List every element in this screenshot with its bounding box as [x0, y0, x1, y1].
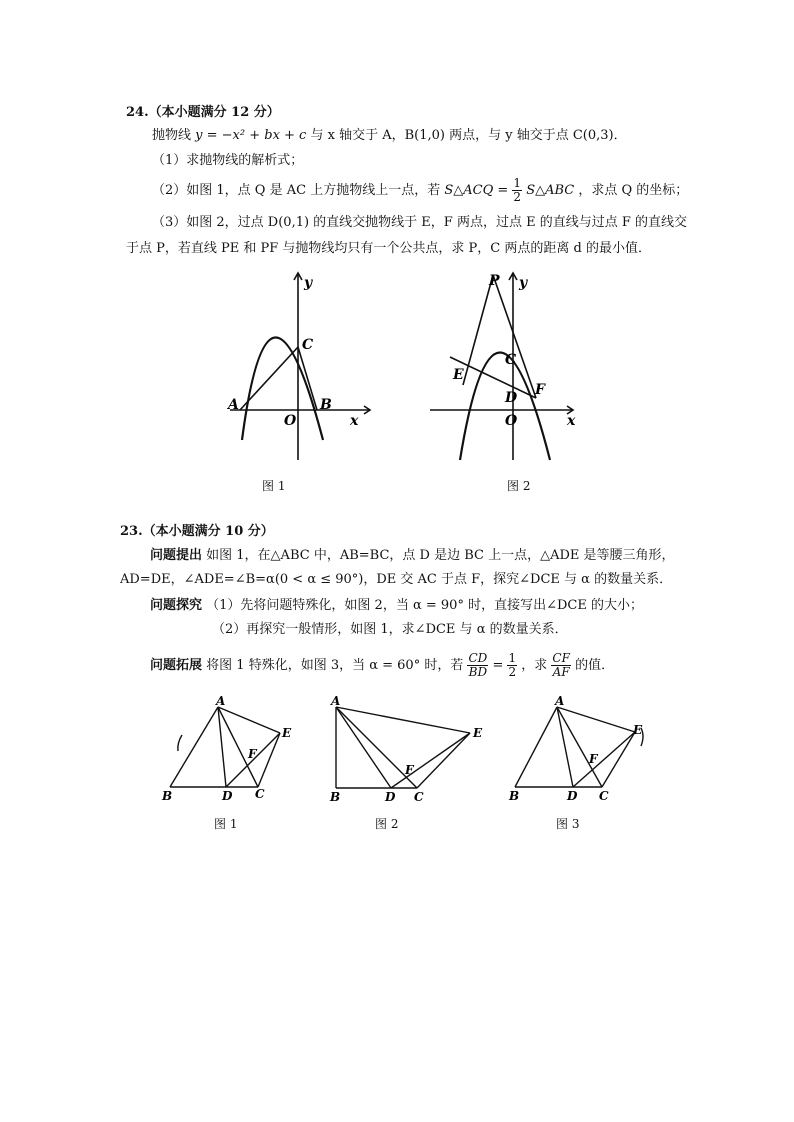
q23-fig3-ad — [557, 707, 573, 787]
q24-fig2-label-f: F — [535, 382, 545, 398]
q24-part2-fraction — [512, 177, 522, 204]
q24-fig2-label-x: x — [567, 413, 576, 429]
q23-frac2-num: 1 — [508, 651, 517, 665]
q23-fig1-ad — [218, 707, 226, 787]
q24-fig2-label-p: P — [489, 273, 500, 289]
q23-fig3-ce — [602, 732, 635, 787]
q23-fig1-ae — [218, 707, 280, 733]
q24-fig2-label-c: C — [505, 352, 517, 368]
q23-fig2-label-b: B — [330, 790, 341, 804]
q24-part2-a: （2）如图 1，点 Q 是 AC 上方抛物线上一点，若 — [152, 183, 441, 198]
q24-part2-lhs: S△ACQ = — [444, 183, 509, 198]
q24-fig2-label-d: D — [505, 390, 518, 406]
q23-equals: = — [492, 658, 504, 673]
q23-extend-label: 问题拓展 — [150, 658, 203, 673]
q23-problem-line2: AD=DE，∠ADE=∠B=α(0 < α ≤ 90°)，DE 交 AC 于点 F，探究∠DCE 与 α 的数量关系． — [120, 572, 673, 587]
q24-fig2-label-e: E — [453, 367, 464, 383]
q24-part1: （1）求抛物线的解析式； — [152, 153, 304, 168]
q23-fig1-label-c: C — [255, 787, 265, 801]
q23-frac1-num: CD — [468, 651, 488, 665]
q23-header: 23.（本小题满分 10 分） — [120, 524, 274, 539]
q23-extend-text-a: 将图 1 特殊化，如图 3，当 α = 60° 时，若 — [206, 658, 464, 673]
q24-figure-2 — [425, 265, 590, 465]
q24-stem-b: 与 x 轴交于 A，B(1,0) 两点，与 y 轴交于点 C(0,3)． — [310, 128, 627, 143]
q23-fig1-label-d: D — [222, 789, 233, 803]
q23-fig2-ad — [336, 707, 391, 788]
q24-fig1-segment-ac — [240, 347, 298, 410]
q23-figure-1-caption: 图 1 — [214, 817, 238, 831]
q24-header: 24.（本小题满分 12 分） — [126, 105, 280, 120]
q23-fig3-de — [573, 732, 635, 787]
q23-fig3-label-f: F — [589, 752, 598, 766]
q23-fig3-label-e: E — [633, 723, 643, 737]
q24-stem-eq: y = −x² + bx + c — [195, 128, 307, 143]
q23-fig2-label-d: D — [385, 790, 396, 804]
q24-fig2-line-pe — [463, 275, 493, 385]
q23-problem-text-a: 如图 1，在△ABC 中，AB=BC，点 D 是边 BC 上一点，△ADE 是等腰三角形， — [206, 548, 675, 563]
q24-fig1-label-x: x — [350, 413, 359, 429]
q24-fig2-line-pf — [493, 275, 536, 398]
q23-fig1-pencil-mark — [178, 735, 182, 751]
q24-part2-rhs: S△ABC — [526, 183, 575, 198]
q23-figure-2 — [325, 695, 495, 810]
q24-figure-1 — [220, 265, 380, 465]
q23-fig2-ae — [336, 707, 470, 733]
q24-part3-line2: 于点 P，若直线 PE 和 PF 与抛物线均只有一个公共点，求 P，C 两点的距离 d 的最小值． — [126, 241, 651, 256]
q23-problem-label: 问题提出 — [150, 548, 203, 563]
q23-figure-3-caption: 图 3 — [556, 817, 580, 831]
q23-frac3-den: AF — [552, 665, 570, 679]
q24-frac-den: 2 — [513, 190, 522, 204]
q24-fig1-label-o: O — [284, 413, 297, 429]
q23-fig1-ce — [258, 733, 280, 787]
q24-part3-line1: （3）如图 2，过点 D(0,1) 的直线交抛物线于 E，F 两点，过点 E 的直线与过点 F 的直线交 — [152, 215, 687, 230]
q24-fig1-label-c: C — [302, 337, 314, 353]
q23-fig2-label-f: F — [405, 763, 414, 777]
q23-problem-line1 — [150, 547, 675, 565]
q23-fig1-label-a: A — [216, 695, 226, 708]
q23-fig3-label-b: B — [509, 789, 520, 803]
q23-fig3-ab — [515, 707, 557, 787]
q24-fig1-label-b: B — [320, 397, 332, 413]
q24-fig2-label-y: y — [519, 275, 528, 291]
q23-fig2-label-e: E — [473, 726, 483, 740]
q23-fig3-label-a: A — [555, 694, 565, 708]
q24-figure-2-caption: 图 2 — [507, 479, 531, 493]
q24-frac-num: 1 — [513, 176, 522, 190]
q23-frac2-den: 2 — [508, 665, 517, 679]
q23-fig3-label-d: D — [567, 789, 578, 803]
q24-stem-a: 抛物线 — [152, 128, 192, 143]
q23-fraction-cf-af — [551, 652, 571, 679]
q24-figure-1-caption: 图 1 — [262, 479, 286, 493]
q24-part2-b: ，求点 Q 的坐标； — [578, 183, 689, 198]
q24-part2 — [152, 177, 688, 204]
q23-explore-line1 — [150, 597, 643, 615]
q23-figure-2-caption: 图 2 — [375, 817, 399, 831]
q23-fig1-label-e: E — [282, 726, 292, 740]
q23-explore-text-a: （1）先将问题特殊化，如图 2，当 α = 90° 时，直接写出∠DCE 的大小； — [206, 598, 643, 613]
q23-explore-label: 问题探究 — [150, 598, 203, 613]
q23-fig3-label-c: C — [599, 789, 609, 803]
q23-fig2-label-a: A — [331, 695, 341, 708]
q23-extend-text-c: 的值． — [575, 658, 615, 673]
q24-fig1-label-y: y — [304, 275, 313, 291]
q23-fig2-de — [391, 733, 470, 788]
q23-figure-3 — [505, 692, 655, 810]
q24-fig2-label-o: O — [505, 413, 518, 429]
q24-stem — [152, 127, 627, 145]
q24-fig1-segment-cb — [298, 347, 317, 410]
q23-fig2-ce — [417, 733, 470, 788]
q23-fraction-half — [507, 652, 517, 679]
q23-figure-1 — [160, 695, 310, 810]
q24-fig1-label-a: A — [228, 397, 239, 413]
q23-explore-line2: （2）再探究一般情形，如图 1，求∠DCE 与 α 的数量关系． — [212, 622, 568, 637]
q23-extend-line — [150, 652, 614, 679]
q23-extend-text-b: ，求 — [521, 658, 548, 673]
q23-fig1-label-b: B — [162, 789, 173, 803]
q23-frac3-num: CF — [552, 651, 570, 665]
q23-fig1-label-f: F — [248, 747, 257, 761]
q23-fraction-cd-bd — [467, 652, 488, 679]
q23-fig2-label-c: C — [414, 790, 424, 804]
q23-frac1-den: BD — [468, 665, 488, 679]
